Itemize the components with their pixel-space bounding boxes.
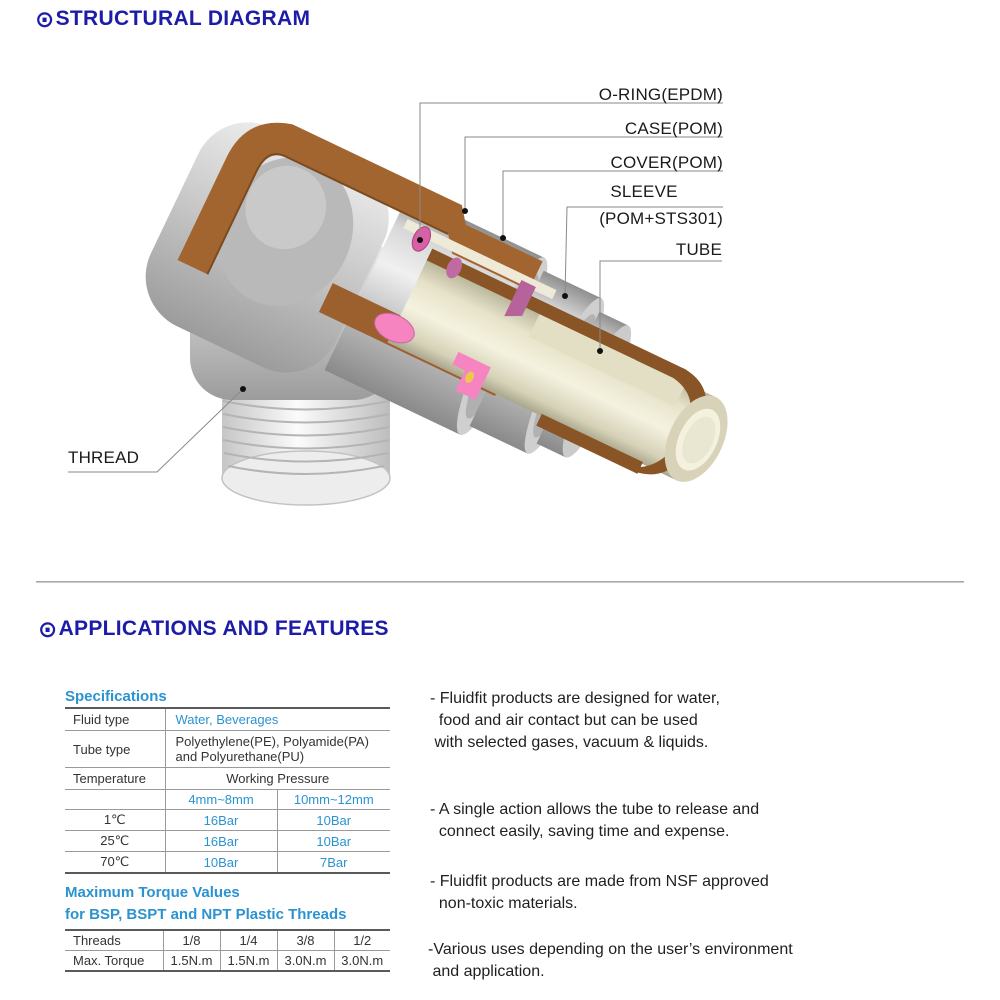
pressure-large: 7Bar (277, 852, 390, 874)
bullet-target-icon: ⊙ (38, 616, 58, 642)
max-torque-label: Max. Torque (65, 951, 163, 972)
torque-value: 1.5N.m (163, 951, 220, 972)
bullet-target-icon: ⊙ (35, 6, 55, 32)
specifications-table (65, 707, 390, 874)
feature-bullet-2 (430, 799, 759, 843)
table-row (65, 831, 390, 852)
label-case: CASE(POM) (624, 119, 723, 138)
torque-title-line1: Maximum Torque Values (65, 884, 240, 901)
feature-line: -Various uses depending on the user’s environment (428, 941, 793, 958)
pressure-large: 10Bar (277, 810, 390, 831)
feature-bullet-4 (428, 939, 793, 983)
temp-value: 1℃ (65, 810, 165, 831)
threads-label: Threads (65, 930, 163, 951)
feature-line: - Fluidfit products are designed for water, (430, 690, 720, 707)
temperature-label: Temperature (65, 768, 165, 790)
fluid-type-value: Water, Beverages (175, 712, 279, 727)
feature-line: connect easily, saving time and expense. (430, 823, 730, 840)
table-row (65, 951, 390, 972)
torque-value: 3.0N.m (334, 951, 390, 972)
thread-size: 1/2 (353, 933, 372, 948)
feature-line: food and air contact but can be used (430, 712, 698, 729)
feature-line: with selected gases, vacuum & liquids. (430, 734, 709, 751)
size-range-large: 10mm~12mm (277, 790, 390, 810)
pressure-small: 10Bar (165, 852, 277, 874)
torque-value: 3.0N.m (277, 951, 334, 972)
table-row (65, 810, 390, 831)
temp-value: 25℃ (65, 831, 165, 852)
applications-features-heading (38, 616, 389, 643)
temp-value: 70℃ (65, 852, 165, 874)
thread-size: 1/4 (220, 930, 277, 951)
section-divider (36, 581, 964, 583)
tube-type-value: Polyethylene(PE), Polyamide(PA) and Polyurethane(PU) (165, 731, 390, 768)
pressure-small: 16Bar (165, 831, 277, 852)
torque-value: 1.5N.m (220, 951, 277, 972)
pressure-small: 16Bar (165, 810, 277, 831)
specifications-title: Specifications (65, 688, 167, 705)
fluid-type-label: Fluid type (65, 708, 165, 731)
table-row (65, 768, 390, 790)
feature-line: - Fluidfit products are made from NSF approved (430, 873, 769, 890)
table-row (65, 731, 390, 768)
label-oring: O-RING(EPDM) (598, 85, 723, 104)
feature-line: non-toxic materials. (430, 895, 578, 912)
tube-type-label: Tube type (65, 731, 165, 768)
torque-table (65, 929, 390, 972)
label-sleeve-line2: (POM+STS301) (599, 209, 723, 228)
working-pressure-label: Working Pressure (165, 768, 390, 790)
feature-line: and application. (428, 963, 545, 980)
torque-title-line2: for BSP, BSPT and NPT Plastic Threads (65, 906, 347, 923)
structural-diagram-title: STRUCTURAL DIAGRAM (55, 7, 311, 30)
label-cover: COVER(POM) (610, 153, 723, 172)
feature-line: - A single action allows the tube to release and (430, 801, 760, 818)
label-thread: THREAD (68, 448, 140, 467)
applications-features-title: APPLICATIONS AND FEATURES (58, 617, 389, 640)
thread-size: 1/8 (163, 930, 220, 951)
empty-cell (65, 790, 165, 810)
table-row (65, 708, 390, 731)
table-row (65, 852, 390, 874)
label-sleeve-line1: SLEEVE (610, 182, 678, 201)
size-range-small: 4mm~8mm (165, 790, 277, 810)
table-row (65, 930, 390, 951)
table-row (65, 790, 390, 810)
feature-bullet-3 (430, 871, 769, 915)
feature-bullet-1 (430, 688, 720, 754)
pressure-large: 10Bar (277, 831, 390, 852)
label-tube: TUBE (675, 240, 722, 259)
thread-size: 3/8 (277, 930, 334, 951)
